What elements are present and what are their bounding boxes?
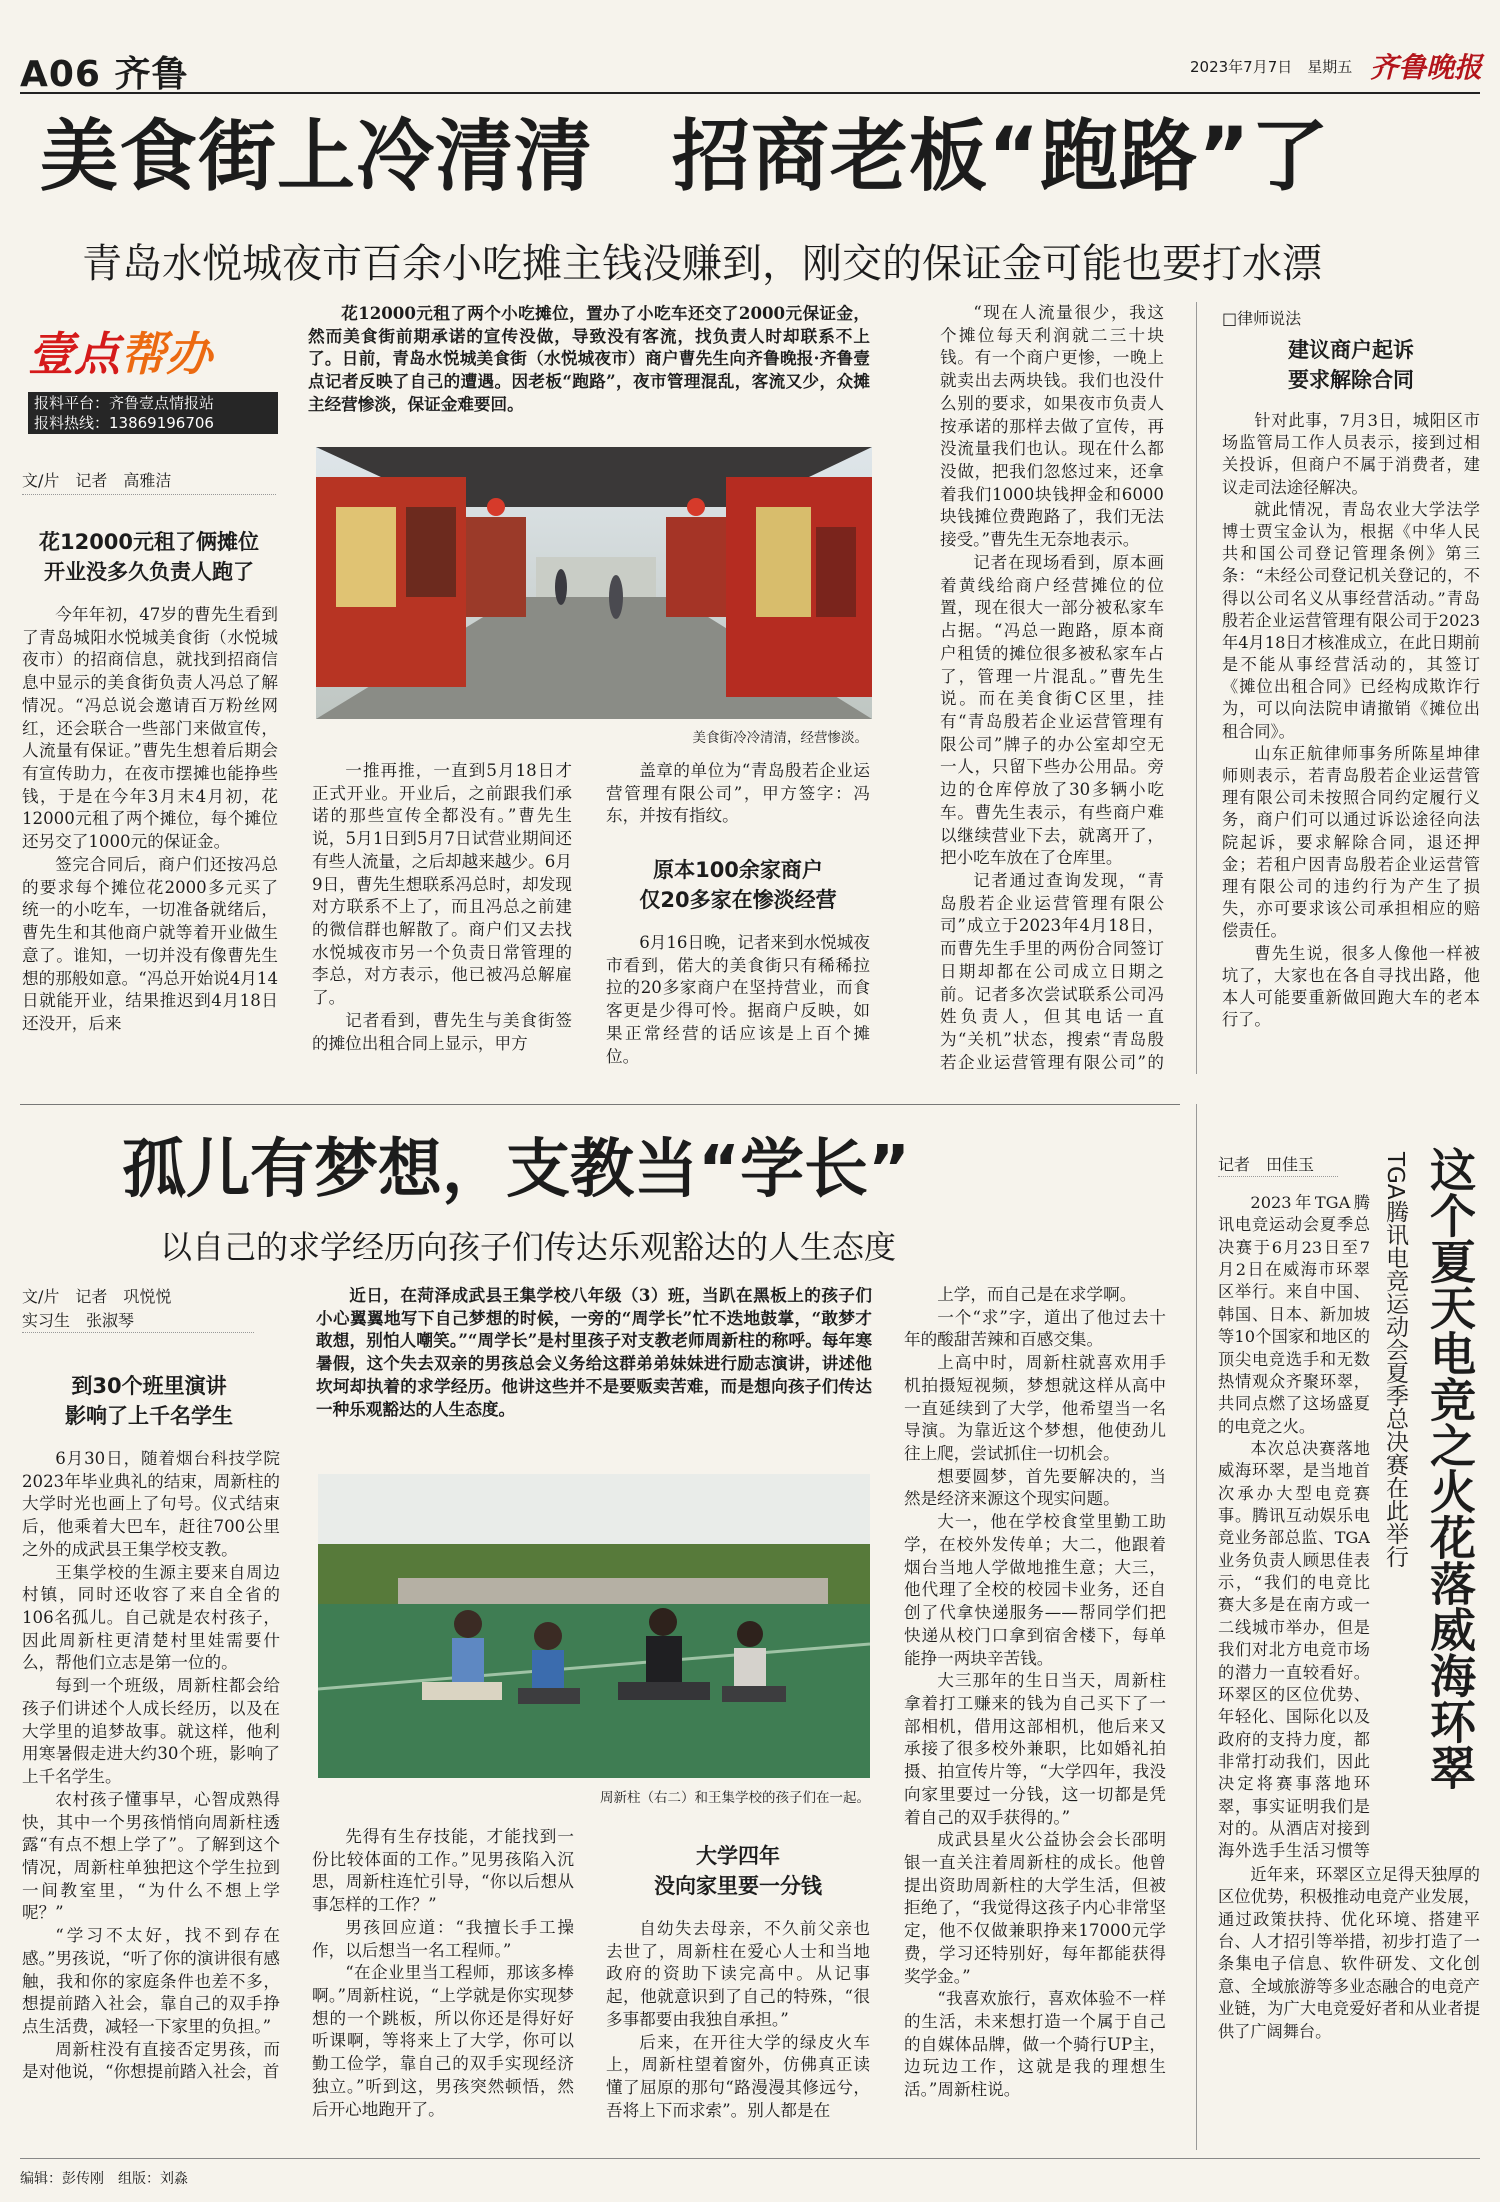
editor-credit: 编辑：彭传刚 组版：刘淼 <box>20 2171 188 2187</box>
byline-rule <box>22 1332 254 1333</box>
paragraph: 今年年初，47岁的曹先生看到了青岛城阳水悦城美食街（水悦城夜市）的招商信息，就找到招商信息中显示的美食街负责人冯总了解情况。“冯总说会邀请百万粉丝网红，还会联合一些部门来做宣传，人流量有保证。”曹先生想着后期会有宣传助力，在夜市摆摊也能挣些钱，于是在今年3月末4月初，花12000元租了两个摊位，每个摊位还另交了1000元的保证金。 <box>22 605 278 852</box>
paragraph: 后来，在开往大学的绿皮火车上，周新柱望着窗外，仿佛真正读懂了屈原的那句“路漫漫其修远兮，吾将上下而求索”。别人都是在 <box>606 2032 870 2120</box>
paragraph: 农村孩子懂事早，心智成熟得快，其中一个男孩悄悄向周新柱透露“有点不想上学了”。了解到这个情况，周新柱单独把这个学生拉到一间教室里，“为什么不想上学呢？” <box>22 1789 280 1923</box>
paragraph: 大三那年的生日当天，周新柱拿着打工赚来的钱为自己买下了一部相机，借用这部相机，他后来又承接了很多校外兼职，比如婚礼拍摄、拍宣传片等，“大学四年，我没向家里要过一分钱，这一切都是凭着自己的双手获得的。” <box>904 1671 1166 1827</box>
paragraph: 盖章的单位为“青岛殷若企业运营管理有限公司”，甲方签字：冯东，并按有指纹。 <box>606 761 870 826</box>
story1-column-3b <box>606 932 870 1074</box>
story2-subhead-a-1: 到30个班里演讲 <box>71 1374 227 1398</box>
story1-column-1 <box>22 604 278 1074</box>
story2-lead: 近日，在菏泽成武县王集学校八年级（3）班，当趴在黑板上的孩子们小心翼翼地写下自己梦想的时候，一旁的“周学长”忙不迭地鼓掌，“敢梦才敢想，别怕人嘲笑。”“周学长”是村里孩子对支教老师周新柱的称呼。每年寒暑假，这个失去双亲的男孩总会义务给这群弟弟妹妹进行励志演讲，讲述他坎坷却执着的求学经历。他讲这些并不是要贩卖苦难，而是想向孩子们传达一种乐观豁达的人生态度。 <box>316 1285 872 1419</box>
story1-lead: 花12000元租了两个小吃摊位，置办了小吃车还交了2000元保证金，然而美食街前期承诺的宣传没做，导致没有客流，找负责人时却联系不上了。日前，青岛水悦城美食街（水悦城夜市）商户曹先生向齐鲁晚报·齐鲁壹点记者反映了自己的遭遇。因老板“跑路”，夜市管理混乱，客流又少，众摊主经营惨淡，保证金难要回。 <box>308 303 870 414</box>
story3-subheadline: TGA腾讯电竞运动会夏季总决赛在此举行 <box>1382 1152 1408 1568</box>
story1-headline: 美食街上冷清清 招商老板“跑路”了 <box>40 112 1330 202</box>
story3-column-top <box>1218 1192 1370 1862</box>
story2-subhead-b-2: 没向家里要一分钱 <box>654 1874 822 1898</box>
story1-photo-caption: 美食街冷冷清清，经营惨淡。 <box>692 730 868 746</box>
paragraph: 上高中时，周新柱就喜欢用手机拍摄短视频，梦想就这样从高中一直延续到了大学，他希望当一名导演。为靠近这个梦想，他使劲儿往上爬，尝试抓住一切机会。 <box>904 1353 1166 1464</box>
paragraph: 记者通过查询发现，“青岛殷若企业运营管理有限公司”成立于2023年4月18日，而曹先生手里的两份合同签订日期却都在公司成立日期之前。记者多次尝试联系公司冯姓负责人，但其电话一直为“关机”状态，搜索“青岛殷若企业运营管理有限公司”的 <box>940 870 1164 1072</box>
night-market-photo <box>316 447 872 719</box>
story2-subheadline: 以自己的求学经历向孩子们传达乐观豁达的人生态度 <box>160 1228 897 1266</box>
paragraph: 一个“求”字，道出了他过去十年的酸甜苦辣和百感交集。 <box>904 1307 1166 1350</box>
newspaper-logo: 齐鲁晚报 <box>1370 51 1483 84</box>
story1-byline: 文/片 记者 高雅洁 <box>22 471 172 490</box>
paragraph: “在企业里当工程师，那该多棒啊。”周新柱说，“上学就是你实现梦想的一个跳板，所以你还是得好好听课啊，等将来上了大学，你可以勤工俭学，靠自己的双手实现经济独立。”听到这，男孩突然顿悟，然后开心地跑开了。 <box>312 1963 574 2119</box>
story1-column-2 <box>312 760 572 1074</box>
byline-rule <box>22 494 276 495</box>
story2-column-3 <box>606 1918 870 2150</box>
paragraph: 一推再推，一直到5月18日才正式开业。开业后，之前跟我们承诺的那些宣传全都没有。”曹先生说，5月1日到5月7日试营业期间还有些人流量，之后却越来越少。6月9日，曹先生想联系冯总时，却发现对方联系不上了，而且冯总之前建的微信群也解散了。商户们又去找水悦城夜市另一个负责日常管理的李总，对方表示，他已被冯总解雇了。 <box>312 761 572 1008</box>
story1-column-3 <box>606 760 870 832</box>
paragraph: 男孩回应道：“我擅长手工操作，以后想当一名工程师。” <box>312 1917 574 1960</box>
paragraph: 想要圆梦，首先要解决的，当然是经济来源这个现实问题。 <box>904 1466 1166 1509</box>
paragraph: 6月30日，随着烟台科技学院2023年毕业典礼的结束，周新柱的大学时光也画上了句号。仪式结束后，他乘着大巴车，赶往700公里之外的成武县王集学校支教。 <box>22 1449 280 1559</box>
lawyer-section-label: □律师说法 <box>1222 309 1302 328</box>
hotline-box <box>28 392 278 434</box>
story1-subhead-c-1: 建议商户起诉 <box>1288 338 1414 362</box>
paragraph: 自幼失去母亲，不久前父亲也去世了，周新柱在爱心人士和当地政府的资助下读完高中。从记事起，他就意识到了自己的特殊，“很多事都要由我独自承担。” <box>606 1919 870 2029</box>
byline-rule <box>1218 1176 1338 1177</box>
paragraph: 山东正航律师事务所陈星坤律师则表示，若青岛殷若企业运营管理有限公司未按照合同约定履行义务，商户们可以通过诉讼途径向法院起诉，要求解除合同，退还押金；若租户因青岛殷若企业运营管理有限公司的违约行为产生了损失，亦可要求该公司承担相应的赔偿责任。 <box>1222 743 1480 941</box>
paragraph: 大一，他在学校食堂里勤工助学，在校外发传单；大二，他跟着烟台当地人学做地推生意；大三，他代理了全校的校园卡业务，还自创了代拿快递服务——帮同学们把快递从校门口拿到宿舍楼下，每单能挣一两块辛苦钱。 <box>904 1512 1166 1668</box>
story1-subheadline: 青岛水悦城夜市百余小吃摊主钱没赚到，刚交的保证金可能也要打水漂 <box>82 241 1322 287</box>
lawyer-column <box>1222 410 1480 1074</box>
column-divider <box>1196 1104 1197 2150</box>
paragraph: “学习不太好，找不到存在感。”男孩说，“听了你的演讲很有感触，我和你的家庭条件也差不多，想提前踏入社会，靠自己的双手挣点生活费，减轻一下家里的负担。” <box>22 1926 280 2036</box>
paragraph: 2023年TGA腾讯电竞运动会夏季总决赛于6月23日至7月2日在威海市环翠区举行。来自中国、韩国、日本、新加坡等10个国家和地区的顶尖电竞选手和无数热情观众齐聚环翠，共同点燃了这场盛夏的电竞之火。 <box>1218 1193 1370 1436</box>
students-photo <box>318 1474 870 1778</box>
paragraph: 曹先生说，很多人像他一样被坑了，大家也在各自寻找出路，他本人可能要重新做回跑大车的老本行了。 <box>1222 943 1480 1030</box>
paragraph: 本次总决赛落地威海环翠，是当地首次承办大型电竞赛事。腾讯互动娱乐电竞业务部总监、TGA业务负责人顾思佳表示，“我们的电竞比赛大多是在南方或一二线城市举办，但是我们对北方电竞市场的潜力一直较看好。环翠区的区位优势、年轻化、国际化以及政府的支持力度，都非常打动我们，因此决定将赛事落地环翠，事实证明我们是对的。从酒店对接到海外选手生活习惯等 <box>1218 1438 1370 1861</box>
paragraph: 就此情况，青岛农业大学法学博士贾宝金认为，根据《中华人民共和国公司登记管理条例》第三条：“未经公司登记机关登记的，不得以公司名义从事经营活动。”青岛殷若企业运营管理有限公司于2023年4月18日才核准成立，在此日期前是不能从事经营活动的，其签订《摊位出租合同》已经构成欺诈行为，可以向法院申请撤销《摊位出租合同》。 <box>1222 499 1480 741</box>
story2-column-2 <box>312 1826 574 2150</box>
paragraph: 每到一个班级，周新柱都会给孩子们讲述个人成长经历，以及在大学里的追梦故事。就这样，他利用寒暑假走进大约30个班，影响了上千名学生。 <box>22 1676 280 1787</box>
story2-subhead-b-1: 大学四年 <box>696 1844 780 1868</box>
paragraph: 针对此事，7月3日，城阳区市场监管局工作人员表示，接到过相关投诉，但商户不属于消费者，建议走司法途径解决。 <box>1222 411 1480 497</box>
paragraph: 近年来，环翠区立足得天独厚的区位优势，积极推动电竞产业发展，通过政策扶持、优化环境、搭建平台、人才招引等举措，初步打造了一条集电子信息、软件研发、文化创意、全域旅游等多业态融合的电竞产业链，为广大电竞爱好者和从业者提供了广阔舞台。 <box>1218 1865 1480 2041</box>
story2-subhead-a-2: 影响了上千名学生 <box>65 1404 233 1428</box>
brand-logo-a: 壹点 <box>28 327 120 381</box>
paragraph: 记者在现场看到，原本画着黄线给商户经营摊位的位置，现在很大一部分被私家车占据。“冯总一跑路，原本商户租赁的摊位很多被私家车占了，管理一片混乱。”曹先生说。而在美食街C区里，挂有“青岛殷若企业运营管理有限公司”牌子的办公室却空无一人，只留下些办公用品。旁边的仓库停放了30多辆小吃车。曹先生表示，有些商户难以继续营业下去，就离开了，把小吃车放在了仓库里。 <box>940 552 1164 868</box>
story1-subhead-b-1: 原本100余家商户 <box>653 858 823 882</box>
paragraph: 周新柱没有直接否定男孩，而是对他说，“你想提前踏入社会，首 <box>22 2039 280 2082</box>
section-rule <box>20 1104 1180 1105</box>
paragraph: 签完合同后，商户们还按冯总的要求每个摊位花2000多元买了统一的小吃车，一切准备就绪后，曹先生和其他商户就等着开业做生意了。谁知，一切并没有像曹先生想的那般如意。“冯总开始说4月14日就能开业，结果推迟到4月18日还没开，后来 <box>22 854 278 1033</box>
paragraph: “我喜欢旅行，喜欢体验不一样的生活，未来想打造一个属于自己的自媒体品牌，做一个骑行UP主，边玩边工作，这就是我的理想生活。”周新柱说。 <box>904 1989 1166 2100</box>
paragraph: “现在人流量很少，我这个摊位每天利润就二三十块钱。有一个商户更惨，一晚上就卖出去两块钱。我们也没什么别的要求，如果夜市负责人按承诺的那样去做了宣传，再没流量我们也认。现在什么都没做，把我们忽悠过来，还拿着我们1000块钱押金和6000块钱摊位费跑路了，我们无法接受。”曹先生无奈地表示。 <box>940 303 1164 550</box>
report-platform: 报料平台：齐鲁壹点情报站 <box>34 394 215 412</box>
paragraph: 王集学校的生源主要来自周边村镇，同时还收容了来自全省的106名孤儿。自己就是农村孩子，因此周新柱更清楚村里娃需要什么，帮他们立志是第一位的。 <box>22 1562 280 1673</box>
paragraph: 6月16日晚，记者来到水悦城夜市看到，偌大的美食街只有稀稀拉拉的20多家商户在坚持营业，而食客更是少得可怜。据商户反映，如果正常经营的话应该是上百个摊位。 <box>606 933 870 1066</box>
story2-byline-2: 实习生 张淑琴 <box>22 1311 135 1330</box>
story1-subhead-a-1: 花12000元租了俩摊位 <box>38 530 260 554</box>
story2-column-4 <box>904 1284 1166 2150</box>
page-number: A06 齐鲁 <box>20 54 189 95</box>
story2-photo-caption: 周新柱（右二）和王集学校的孩子们在一起。 <box>600 1790 870 1806</box>
story1-subhead-b-2: 仅20多家在惨淡经营 <box>639 888 837 912</box>
story3-headline: 这个夏天电竞之火花落威海环翠 <box>1423 1146 1477 1790</box>
paragraph: 记者看到，曹先生与美食街签的摊位出租合同上显示，甲方 <box>312 1010 572 1053</box>
paragraph: 上学，而自己是在求学啊。 <box>937 1285 1137 1304</box>
story1-subhead-c-2: 要求解除合同 <box>1288 368 1414 392</box>
column-divider <box>1196 302 1197 1074</box>
story3-byline: 记者 田佳玉 <box>1218 1155 1315 1174</box>
story2-byline-1: 文/片 记者 巩悦悦 <box>22 1287 172 1306</box>
brand-logo-b: 帮办 <box>120 327 212 381</box>
paragraph: 先得有生存技能，才能找到一份比较体面的工作。”见男孩陷入沉思，周新柱连忙引导，“你以后想从事怎样的工作？” <box>312 1827 574 1915</box>
story2-column-1 <box>22 1448 280 2150</box>
issue-date: 2023年7月7日 星期五 <box>1190 58 1353 76</box>
story3-column-bottom <box>1218 1864 1480 2150</box>
brand-logo <box>28 318 268 388</box>
paragraph: 成武县星火公益协会会长邵明银一直关注着周新柱的成长。他曾提出资助周新柱的大学生活，但被拒绝了，“我觉得这孩子内心非常坚定，他不仅做兼职挣来17000元学费，学习还特别好，每年都能获得奖学金。” <box>904 1830 1166 1986</box>
header-rule <box>20 92 1480 94</box>
story1-column-4 <box>940 302 1164 1074</box>
footer-rule <box>20 2158 1480 2159</box>
story2-headline: 孤儿有梦想，支教当“学长” <box>122 1133 911 1207</box>
report-hotline: 报料热线：13869196706 <box>34 414 214 432</box>
story1-subhead-a-2: 开业没多久负责人跑了 <box>44 560 254 584</box>
